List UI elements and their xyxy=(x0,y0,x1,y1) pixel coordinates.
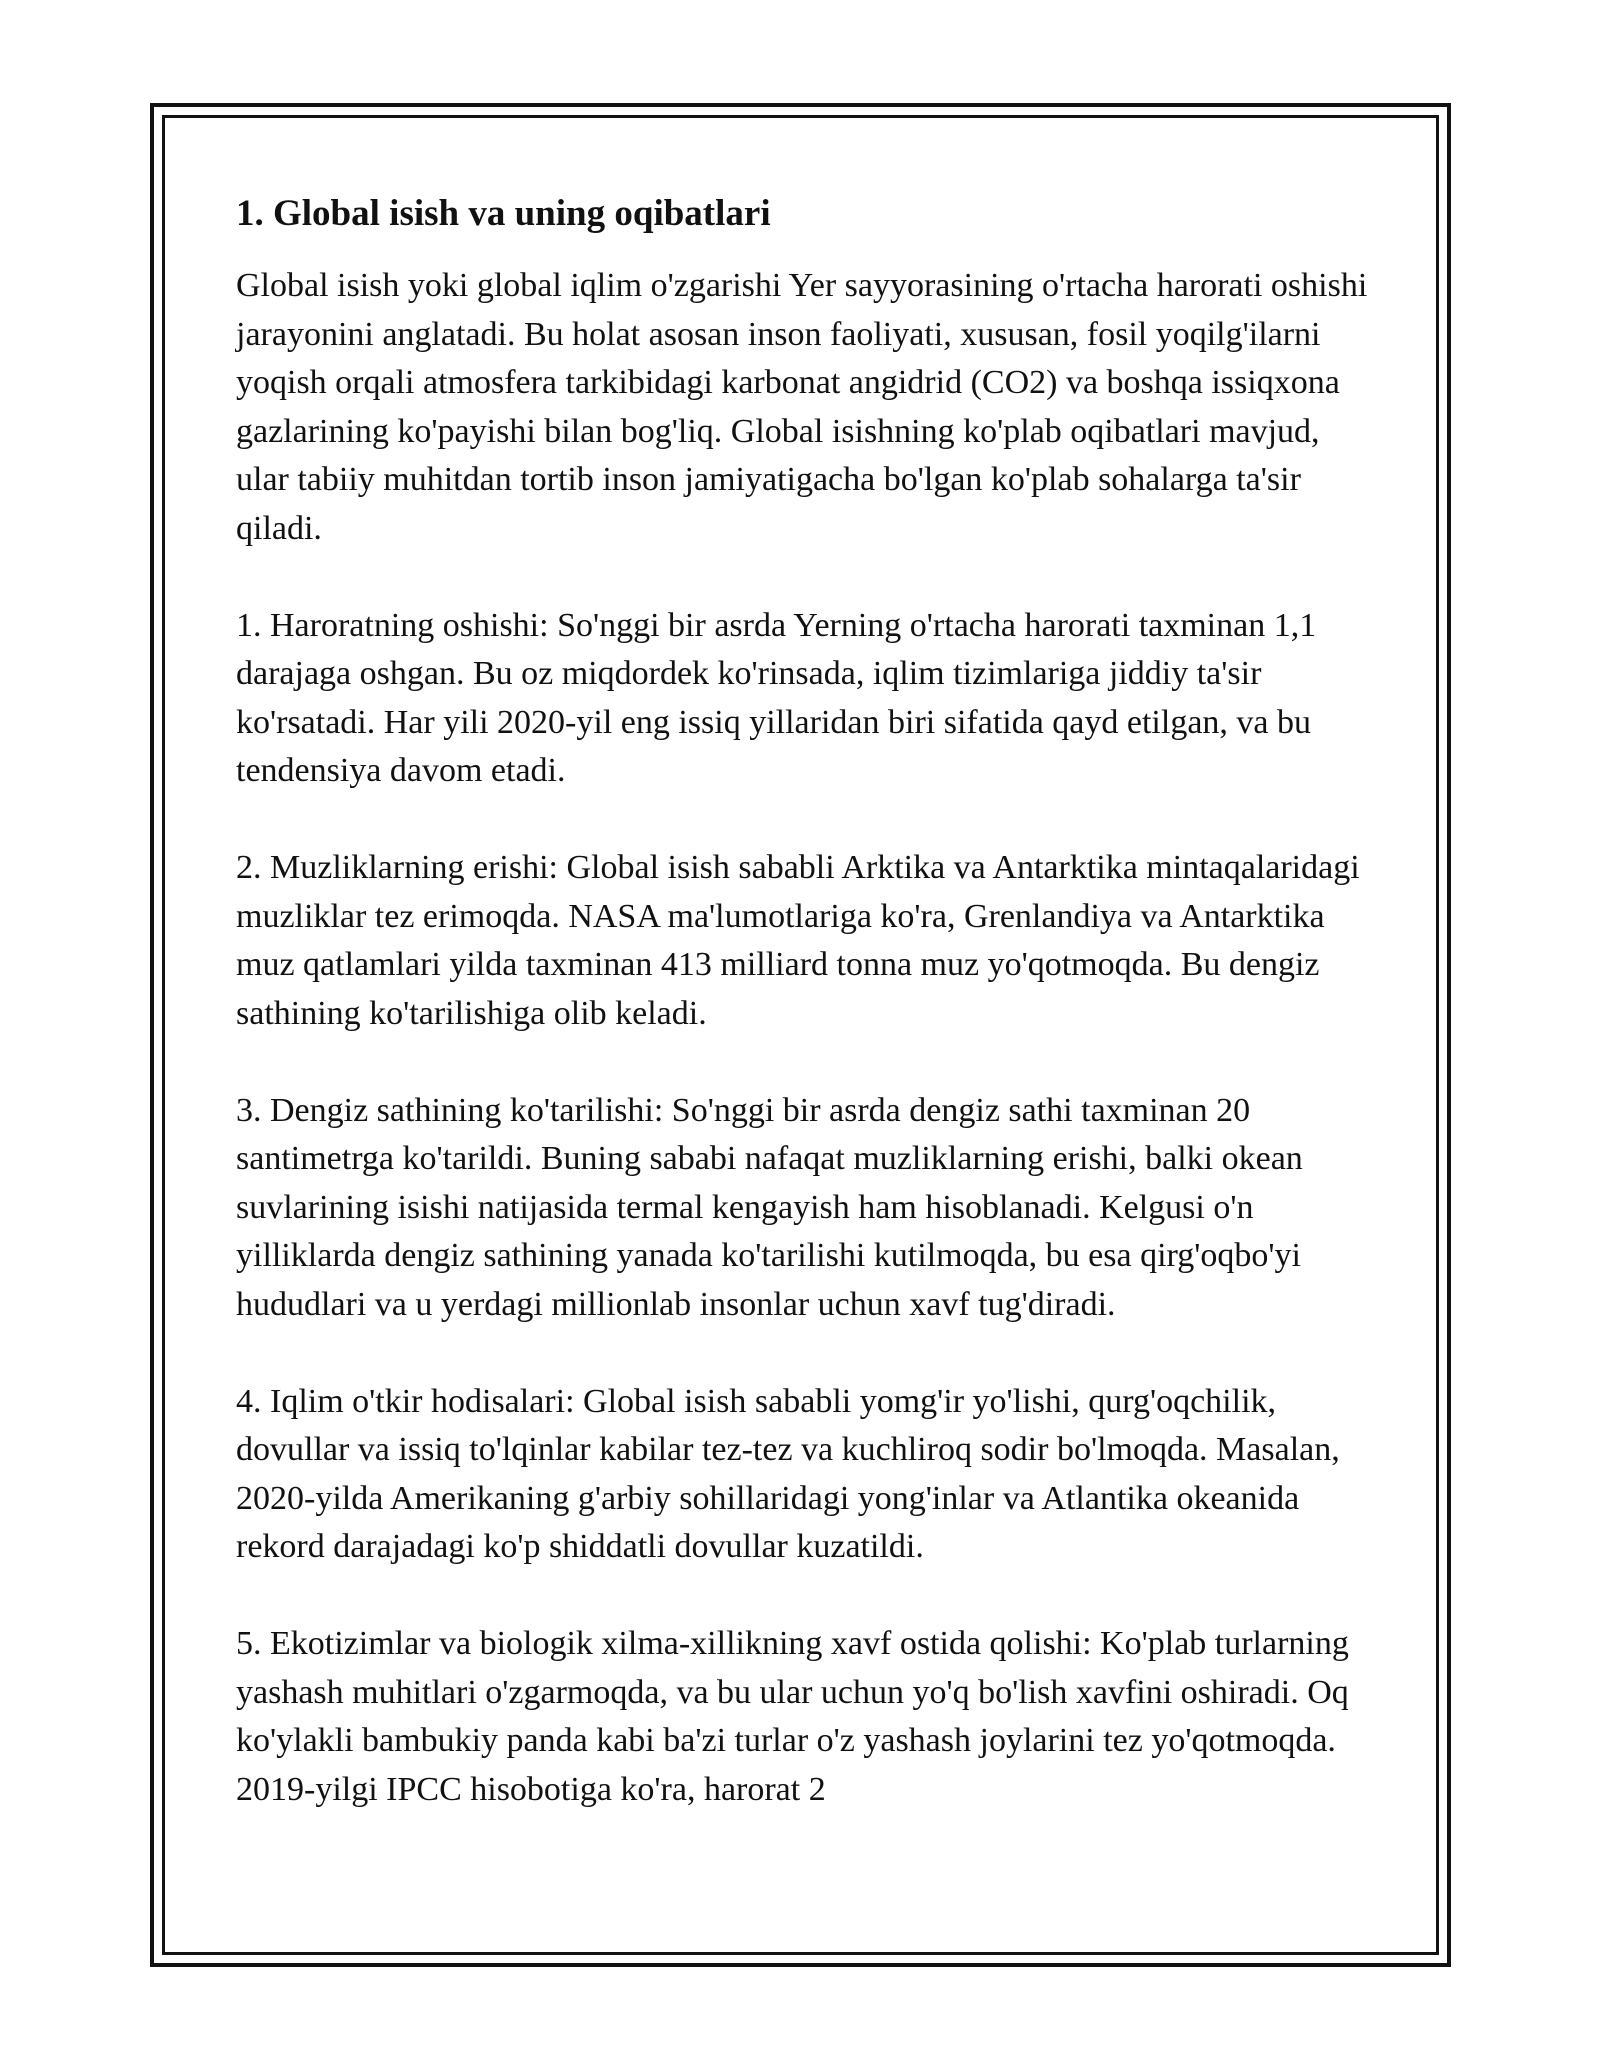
intro-paragraph: Global isish yoki global iqlim o'zgarishi Yer sayyorasining o'rtacha harorati oshishi jarayonini anglatadi. Bu holat asosan inson faoliyati, xususan, fosil yoqilg'ilarni yoqish orqali atmosfera tarkibidagi karbonat angidrid (CO2) va boshqa issiqxona gazlarining ko'payishi bilan bog'liq. Global isishning ko'plab oqibatlari mavjud, ular tabiiy muhitdan tortib inson jamiyatigacha bo'lgan ko'plab sohalarga ta'sir qiladi. xyxy=(236,267,1368,547)
paragraph-glacier-melting: 2. Muzliklarning erishi: Global isish sababli Arktika va Antarktika mintaqalaridagi muzliklar tez erimoqda. NASA ma'lumotlariga ko'ra, Grenlandiya va Antarktika muz qatlamlari yilda taxminan 413 milliard tonna muz yo'qotmoqda. Bu dengiz sathining ko'tarilishiga olib keladi. xyxy=(236,849,1360,1032)
paragraph-extreme-weather: 4. Iqlim o'tkir hodisalari: Global isish sababli yomg'ir yo'lishi, qurg'oqchilik, dovullar va issiq to'lqinlar kabilar tez-tez va kuchliroq sodir bo'lmoqda. Masalan, 2020-yilda Amerikaning g'arbiy sohillaridagi yong'inlar va Atlantika okeanida rekord darajadagi ko'p shiddatli dovullar kuzatildi. xyxy=(236,1382,1340,1565)
paragraph-sea-level-rise: 3. Dengiz sathining ko'tarilishi: So'nggi bir asrda dengiz sathi taxminan 20 santimetrga ko'tarildi. Buning sababi nafaqat muzliklarning erishi, balki okean suvlarining isishi natijasida termal kengayish ham hisoblanadi. Kelgusi o'n yilliklarda dengiz sathining yanada ko'tarilishi kutilmoqda, bu esa qirg'oqbo'yi hududlari va u yerdagi millionlab insonlar uchun xavf tug'diradi. xyxy=(236,1091,1303,1323)
paragraph-ecosystems: 5. Ekotizimlar va biologik xilma-xillikning xavf ostida qolishi: Ko'plab turlarning yashash muhitlari o'zgarmoqda, va bu ular uchun yo'q bo'lish xavfini oshiradi. Oq ko'ylakli bambukiy panda kabi ba'zi turlar o'z yashash joylarini tez yo'qotmoqda. 2019-yilgi IPCC hisobotiga ko'ra, harorat 2 xyxy=(236,1625,1349,1808)
section-heading: 1. Global isish va uning oqibatlari xyxy=(236,193,771,234)
document-body xyxy=(236,180,1376,1863)
paragraph-temperature-rise: 1. Haroratning oshishi: So'nggi bir asrda Yerning o'rtacha harorati taxminan 1,1 darajaga oshgan. Bu oz miqdordek ko'rinsada, iqlim tizimlariga jiddiy ta'sir ko'rsatadi. Har yili 2020-yil eng issiq yillaridan biri sifatida qayd etilgan, va bu tendensiya davom etadi. xyxy=(236,606,1317,789)
